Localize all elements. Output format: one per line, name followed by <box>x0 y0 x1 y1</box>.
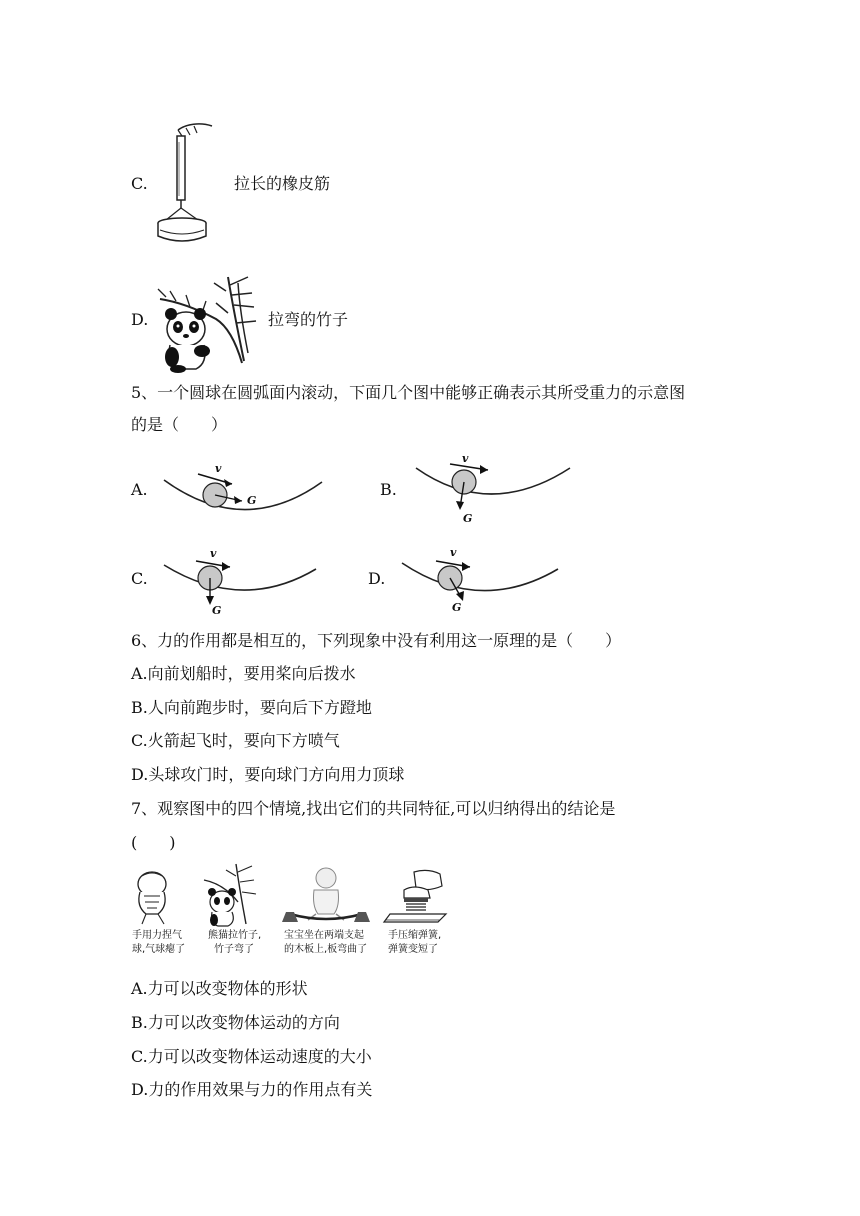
q6-option-d: D.头球攻门时，要向球门方向用力顶球 <box>131 765 405 784</box>
q5-diagram-a <box>160 460 330 520</box>
caption-3-line2: 的木板上,板弯曲了 <box>284 944 368 955</box>
arc-surface <box>164 565 316 590</box>
q5-option-letter-a: A. <box>131 480 148 499</box>
question-6-stem: 6、力的作用都是相互的，下列现象中没有利用这一原理的是（ ） <box>131 631 622 650</box>
velocity-label: v <box>450 546 457 559</box>
q5-option-letter-b: B. <box>380 480 397 499</box>
arc-surface <box>416 468 570 494</box>
q7-option-a: A.力可以改变物体的形状 <box>131 979 308 998</box>
baby-on-plank-icon <box>282 868 370 922</box>
question-7-stem-line2: ( ) <box>131 833 176 852</box>
arc-surface <box>164 480 322 510</box>
question-7-stem-line1: 7、观察图中的四个情境,找出它们的共同特征,可以归纳得出的结论是 <box>131 799 616 818</box>
q7-option-c: C.力可以改变物体运动速度的大小 <box>131 1047 372 1066</box>
q6-option-b: B.人向前跑步时，要向后下方蹬地 <box>131 698 372 717</box>
caption-2-line1: 熊猫拉竹子, <box>208 930 262 941</box>
gravity-label: G <box>452 601 462 614</box>
q5-diagram-b <box>410 448 580 528</box>
option-text-bamboo: 拉弯的竹子 <box>268 310 349 329</box>
gravity-label: G <box>463 512 473 525</box>
q5-diagram-d <box>398 543 568 619</box>
caption-4-line1: 手压缩弹簧, <box>388 930 442 941</box>
gravity-label: G <box>247 494 257 507</box>
panda-bamboo-icon <box>156 273 260 373</box>
hand-compress-spring-icon <box>384 870 446 922</box>
caption-1-line1: 手用力捏气 <box>132 930 182 941</box>
hand-squeeze-balloon-icon <box>138 872 166 924</box>
velocity-label: v <box>210 547 217 560</box>
option-letter-d: D. <box>131 310 149 329</box>
q5-diagram-c <box>160 543 330 619</box>
velocity-label: v <box>215 462 222 475</box>
q5-option-letter-d: D. <box>368 569 386 588</box>
velocity-label: v <box>462 452 469 465</box>
q6-option-a: A.向前划船时，要用桨向后拨水 <box>131 664 356 683</box>
q7-option-d: D.力的作用效果与力的作用点有关 <box>131 1080 373 1099</box>
q6-option-c: C.火箭起飞时，要向下方喷气 <box>131 731 340 750</box>
question-5-stem-line1: 5、一个圆球在圆弧面内滚动，下面几个图中能够正确表示其所受重力的示意图 <box>131 383 686 402</box>
caption-2-line2: 竹子弯了 <box>214 944 254 955</box>
arc-surface <box>402 563 558 591</box>
option-letter-c: C. <box>131 174 148 193</box>
gravity-label: G <box>212 604 222 617</box>
q7-option-b: B.力可以改变物体运动的方向 <box>131 1013 340 1032</box>
panda-pull-bamboo-icon <box>204 864 256 926</box>
question-5-stem-line2: 的是（ ） <box>131 415 228 434</box>
q5-option-letter-c: C. <box>131 569 148 588</box>
stretched-rubber-band-icon <box>152 120 222 248</box>
caption-4-line2: 弹簧变短了 <box>388 944 438 955</box>
caption-3-line1: 宝宝坐在两端支起 <box>284 930 364 941</box>
option-text-rubber-band: 拉长的橡皮筋 <box>234 174 331 193</box>
q7-scenario-illustrations <box>128 862 458 962</box>
caption-1-line2: 球,气球瘪了 <box>132 944 186 955</box>
